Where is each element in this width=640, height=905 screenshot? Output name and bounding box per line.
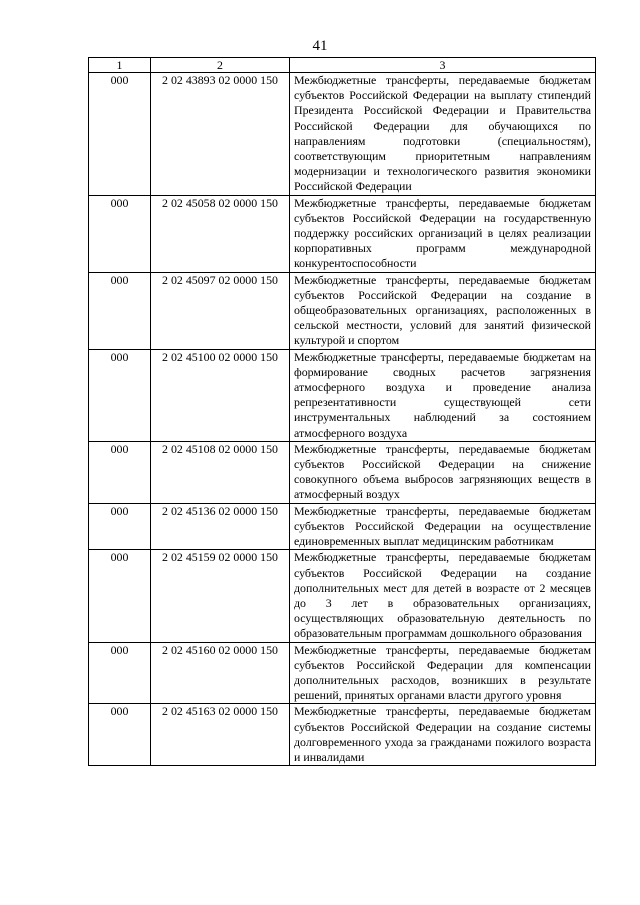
table-row xyxy=(89,73,596,196)
admin-code-cell: 000 xyxy=(89,349,151,441)
budget-code-cell: 2 02 45159 02 0000 150 xyxy=(151,550,290,642)
budget-code-cell: 2 02 45097 02 0000 150 xyxy=(151,272,290,349)
table-row xyxy=(89,195,596,272)
table-header-row xyxy=(89,58,596,73)
admin-code-cell: 000 xyxy=(89,642,151,704)
admin-code-cell: 000 xyxy=(89,272,151,349)
revenue-name-cell: Межбюджетные трансферты, передаваемые бюджетам субъектов Российской Федерации на создание дополнительных мест для детей в возрасте от 2 месяцев до 3 лет в образовательных организациях, осуществляющих образовательную деятельность по образовательным программам дошкольного образования xyxy=(290,550,596,642)
budget-code-cell: 2 02 45160 02 0000 150 xyxy=(151,642,290,704)
revenue-name-cell: Межбюджетные трансферты, передаваемые бюджетам субъектов Российской Федерации для компенсации дополнительных расходов, возникших в результате решений, принятых органами власти другого уровня xyxy=(290,642,596,704)
revenue-name-cell: Межбюджетные трансферты, передаваемые бюджетам на формирование сводных расчетов загрязнения атмосферного воздуха и проведение анализа репрезентативности существующей сети инструментальных наблюдений за состоянием атмосферного воздуха xyxy=(290,349,596,441)
admin-code-cell: 000 xyxy=(89,73,151,196)
budget-code-cell: 2 02 45100 02 0000 150 xyxy=(151,349,290,441)
table-row xyxy=(89,704,596,766)
column-header-1: 1 xyxy=(89,58,151,73)
revenue-name-cell: Межбюджетные трансферты, передаваемые бюджетам субъектов Российской Федерации на снижение совокупного объема выбросов загрязняющих веществ в атмосферный воздух xyxy=(290,441,596,503)
table-row xyxy=(89,550,596,642)
table-row xyxy=(89,503,596,550)
budget-code-cell: 2 02 45108 02 0000 150 xyxy=(151,441,290,503)
budget-code-cell: 2 02 45163 02 0000 150 xyxy=(151,704,290,766)
table-row xyxy=(89,349,596,441)
admin-code-cell: 000 xyxy=(89,503,151,550)
table-row xyxy=(89,272,596,349)
budget-code-cell: 2 02 43893 02 0000 150 xyxy=(151,73,290,196)
admin-code-cell: 000 xyxy=(89,195,151,272)
revenue-name-cell: Межбюджетные трансферты, передаваемые бюджетам субъектов Российской Федерации на создание системы долговременного ухода за гражданами пожилого возраста и инвалидами xyxy=(290,704,596,766)
revenue-name-cell: Межбюджетные трансферты, передаваемые бюджетам субъектов Российской Федерации на создание в общеобразовательных организациях, расположенных в сельской местности, условий для занятий физической культурой и спортом xyxy=(290,272,596,349)
page-number: 41 xyxy=(312,38,328,54)
admin-code-cell: 000 xyxy=(89,704,151,766)
column-header-2: 2 xyxy=(151,58,290,73)
column-header-3: 3 xyxy=(290,58,596,73)
budget-code-cell: 2 02 45136 02 0000 150 xyxy=(151,503,290,550)
admin-code-cell: 000 xyxy=(89,550,151,642)
budget-classification-table xyxy=(88,57,596,766)
revenue-name-cell: Межбюджетные трансферты, передаваемые бюджетам субъектов Российской Федерации на осуществление единовременных выплат медицинским работникам xyxy=(290,503,596,550)
admin-code-cell: 000 xyxy=(89,441,151,503)
budget-code-cell: 2 02 45058 02 0000 150 xyxy=(151,195,290,272)
table-row xyxy=(89,642,596,704)
table-row xyxy=(89,441,596,503)
revenue-name-cell: Межбюджетные трансферты, передаваемые бюджетам субъектов Российской Федерации на выплату стипендий Президента Российской Федерации и Правительства Российской Федерации для обучающихся по направлениям подготовки (специальностям), соответствующим приоритетным направлениям модернизации и технологического развития экономики Российской Федерации xyxy=(290,73,596,196)
revenue-name-cell: Межбюджетные трансферты, передаваемые бюджетам субъектов Российской Федерации на государственную поддержку российских организаций в целях реализации корпоративных программ международной конкурентоспособности xyxy=(290,195,596,272)
